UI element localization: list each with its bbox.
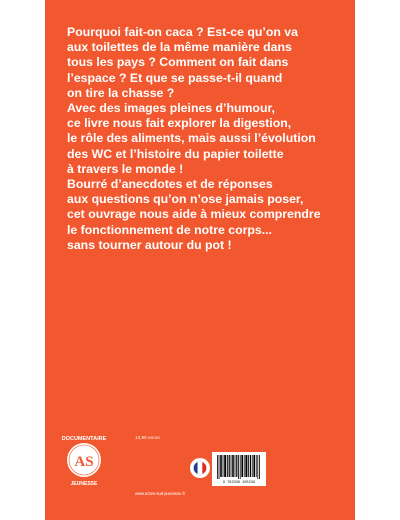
logo-top-text: DOCUMENTAIRE	[61, 436, 107, 442]
book-back-cover	[45, 0, 355, 520]
flag-icon	[190, 458, 210, 478]
logo-mark-text: AS	[74, 454, 94, 470]
isbn-number: 9 782330 205539	[222, 481, 256, 485]
barcode-icon	[217, 455, 261, 479]
barcode	[212, 452, 266, 486]
price-label: 13,90 euros	[135, 435, 160, 440]
website-url: www.actes-sud-jeunesse.fr	[135, 491, 186, 496]
blurb-text: Pourquoi fait-on caca ? Est-ce qu’on va aux toilettes de la même manière dans tous les pays ? Comment on fait dans l’espace ? Et que se passe-t-il quand on tire la chasse ? Avec des images pleines d’humour, ce livre nous fait explorer la digestion, le rôle des aliments, mais aussi l’évolution des WC et l’histoire du papier toilette à travers le monde ! Bourré d’anecdotes et de réponses aux questions qu’on n’ose jamais poser, cet ouvrage nous aide à mieux comprendre le fonctionnement de notre corps... sans tourner autour du pot !	[67, 25, 321, 252]
publisher-logo-icon	[56, 430, 112, 486]
logo-bottom-text: JEUNESSE	[70, 481, 98, 486]
